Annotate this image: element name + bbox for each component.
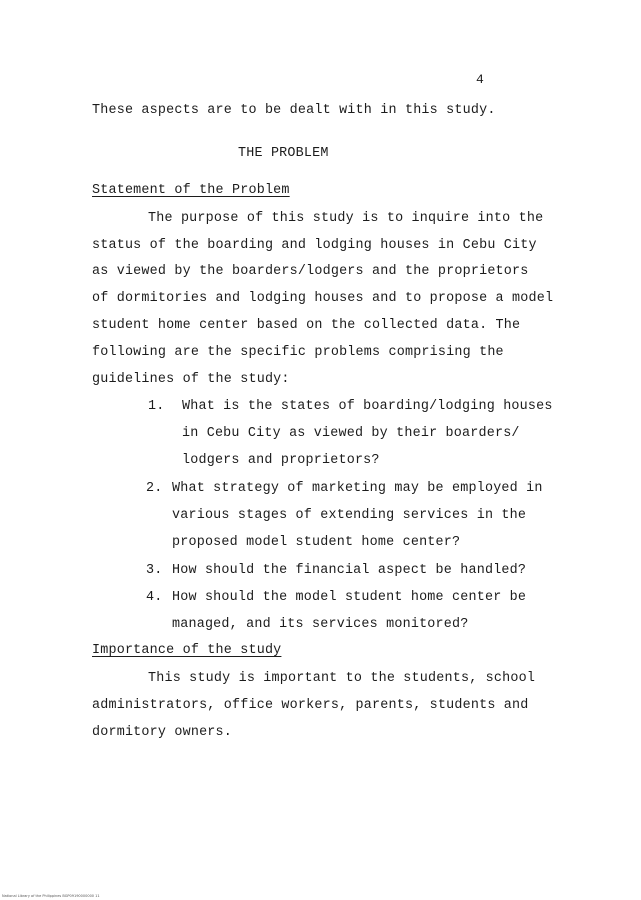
statement-line: status of the boarding and lodging houses in Cebu City [92,238,537,253]
page-number: 4 [476,72,485,87]
statement-line: following are the specific problems comprising the [92,345,504,360]
intro-text: These aspects are to be dealt with in this study. [92,103,496,118]
statement-line: guidelines of the study: [92,372,290,387]
statement-line: as viewed by the boarders/lodgers and the proprietors [92,264,529,279]
importance-line: This study is important to the students, school [148,671,536,686]
scan-footer: National Library of the Philippines BGP09190000000 11 [2,894,100,898]
question-line: in Cebu City as viewed by their boarders/ [182,426,520,441]
question-number: 3. [146,563,163,578]
section-title: THE PROBLEM [238,146,329,161]
question-line: various stages of extending services in the [172,508,527,523]
statement-line: student home center based on the collected data. The [92,318,521,333]
question-line: How should the model student home center be [172,590,527,605]
statement-heading: Statement of the Problem [92,183,290,198]
statement-line: of dormitories and lodging houses and to propose a model [92,291,554,306]
question-line: What is the states of boarding/lodging houses [182,399,553,414]
question-line: lodgers and proprietors? [182,453,380,468]
question-line: What strategy of marketing may be employed in [172,481,543,496]
question-number: 2. [146,481,163,496]
question-number: 1. [148,399,165,414]
question-line: How should the financial aspect be handled? [172,563,527,578]
importance-line: administrators, office workers, parents, students and [92,698,529,713]
importance-heading: Importance of the study [92,643,282,658]
question-line: managed, and its services monitored? [172,617,469,632]
question-number: 4. [146,590,163,605]
importance-line: dormitory owners. [92,725,233,740]
question-line: proposed model student home center? [172,535,461,550]
statement-line: The purpose of this study is to inquire into the [148,211,544,226]
